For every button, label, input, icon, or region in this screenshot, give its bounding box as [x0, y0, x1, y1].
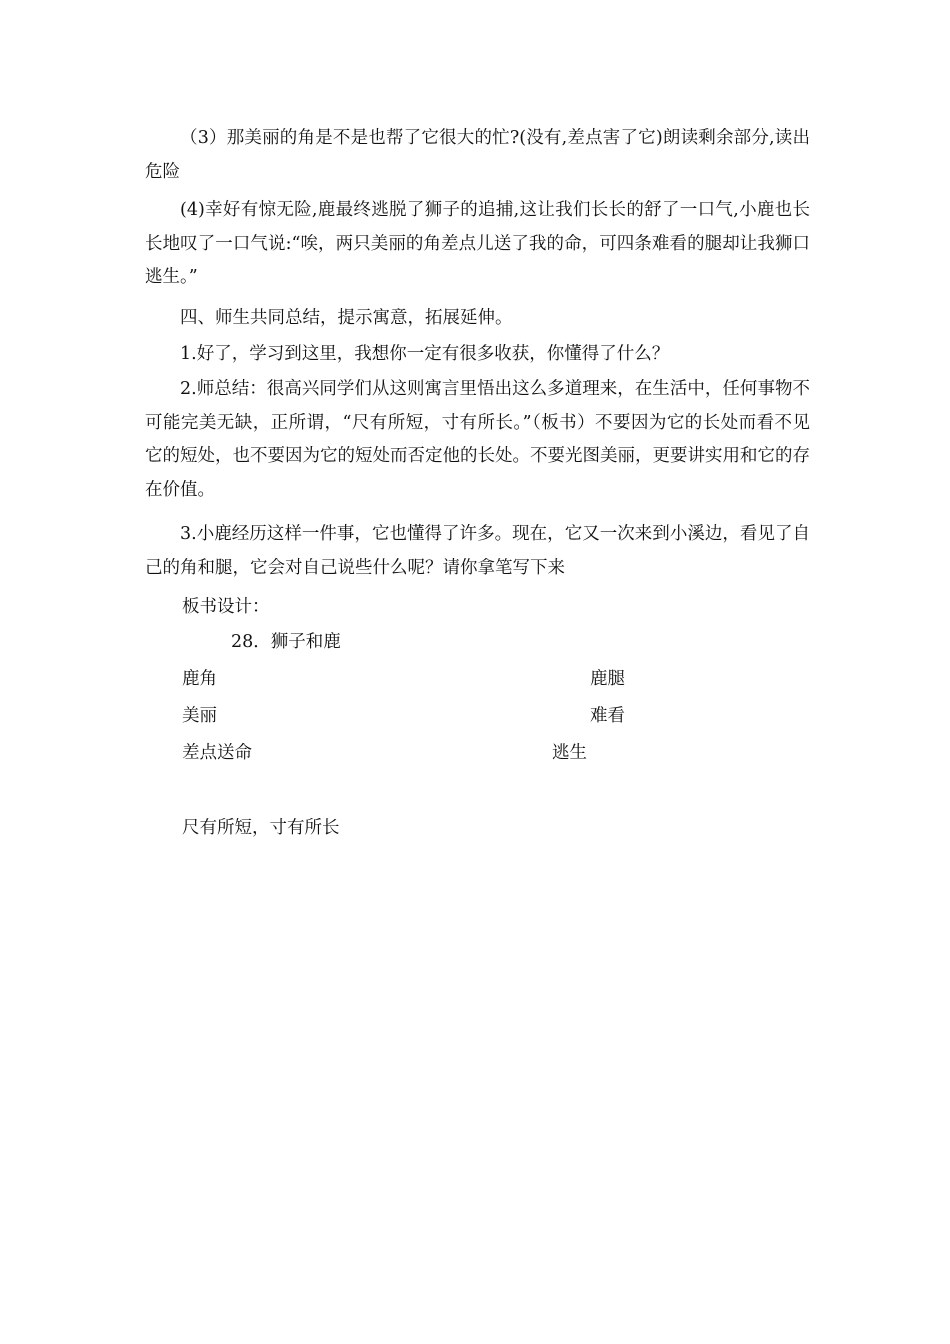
paragraph-3: （3）那美丽的角是不是也帮了它很大的忙?(没有,差点害了它)朗读剩余部分,读出危险	[145, 128, 810, 182]
paragraph-item-3: 3.小鹿经历这样一件事，它也懂得了许多。现在，它又一次来到小溪边，看见了自己的角和腿，它会对自己说些什么呢？请你拿笔写下来	[145, 524, 810, 578]
board-left-2: 美丽	[182, 706, 217, 726]
board-right-1: 鹿腿	[590, 669, 625, 689]
paragraph-item-2: 2.师总结：很高兴同学们从这则寓言里悟出这么多道理来，在生活中，任何事物不可能完美无缺，正所谓，“尺有所短，寸有所长。”（板书）不要因为它的长处而看不见它的短处，也不要因为它的短处而否定他的长处。不要光图美丽，更要讲实用和它的存在价值。	[145, 379, 810, 500]
board-left-3: 差点送命	[182, 743, 252, 763]
board-left-1: 鹿角	[182, 669, 217, 689]
paragraph-item-1: 1.好了，学习到这里，我想你一定有很多收获，你懂得了什么？	[180, 344, 670, 364]
paragraph-4: (4)幸好有惊无险,鹿最终逃脱了狮子的追捕,这让我们长长的舒了一口气,小鹿也长长地叹了一口气说:“唉，两只美丽的角差点儿送了我的命，可四条难看的腿却让我狮口逃生。”	[145, 200, 810, 287]
board-right-3: 逃生	[552, 743, 587, 763]
board-conclusion: 尺有所短，寸有所长	[182, 818, 340, 838]
section-four-heading: 四、师生共同总结，提示寓意，拓展延伸。	[180, 308, 513, 328]
board-title: 28．狮子和鹿	[231, 632, 341, 652]
board-right-2: 难看	[590, 706, 625, 726]
board-heading: 板书设计：	[182, 597, 270, 617]
